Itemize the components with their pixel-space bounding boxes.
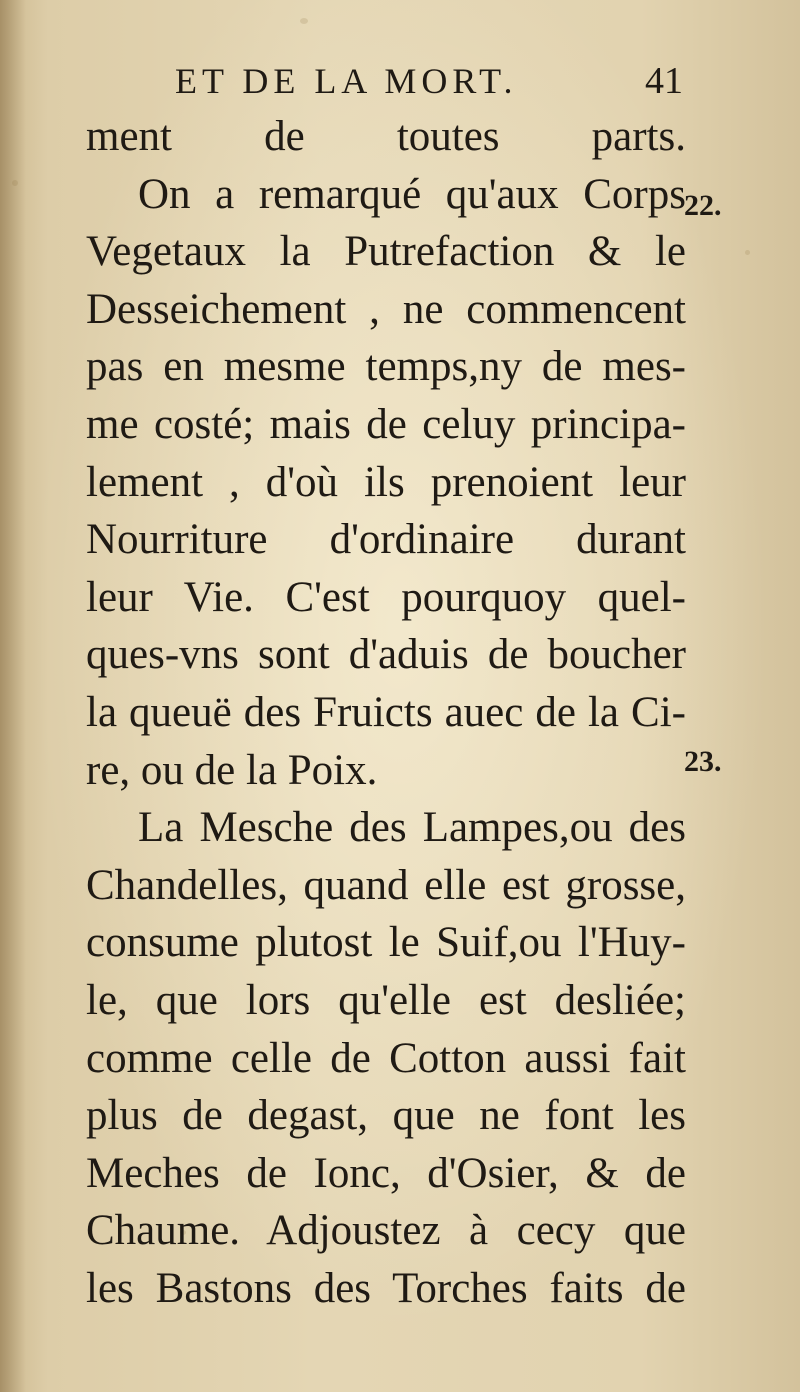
text-line: Chaume. Adjoustez à cecy que <box>86 1207 686 1255</box>
margin-note-22: 22. <box>684 189 722 222</box>
text-line: On a remarqué qu'aux Corps <box>138 170 686 218</box>
paper-stain <box>300 18 308 24</box>
text-line: La Mesche des Lampes,ou des <box>138 804 686 852</box>
text-line: Chandelles, quand elle est grosse, <box>86 861 686 909</box>
running-header <box>175 58 695 104</box>
text-line: la queuë des Fruicts auec de la Ci- <box>86 688 686 736</box>
text-line: me costé; mais de celuy principa- <box>86 400 686 448</box>
text-line: lement , d'où ils prenoient leur <box>86 458 686 506</box>
body-text <box>86 108 686 1317</box>
page-gutter-shadow <box>0 0 26 1392</box>
running-title: ET DE LA MORT. <box>175 61 518 101</box>
text-line: le, que lors qu'elle est desliée; <box>86 976 686 1024</box>
margin-note-23: 23. <box>684 745 722 778</box>
text-line: ment de toutes parts. <box>86 113 686 160</box>
text-line: Nourriture d'ordinaire durant <box>86 516 686 564</box>
text-line: Meches de Ionc, d'Osier, & de <box>86 1149 686 1197</box>
text-line: plus de degast, que ne font les <box>86 1092 686 1140</box>
text-line: Desseichement , ne commencent <box>86 285 686 333</box>
text-line: re, ou de la Poix. <box>86 746 378 794</box>
paper-stain <box>745 250 750 255</box>
text-line: comme celle de Cotton aussi fait <box>86 1034 686 1082</box>
text-line: les Bastons des Torches faits de <box>86 1264 686 1312</box>
text-line: leur Vie. C'est pourquoy quel- <box>86 573 686 621</box>
text-line: pas en mesme temps,ny de mes- <box>86 343 686 391</box>
text-line: ques-vns sont d'aduis de boucher <box>86 631 686 679</box>
paper-stain <box>12 180 18 186</box>
page-number: 41 <box>645 60 683 102</box>
text-line: consume plutost le Suif,ou l'Huy- <box>86 919 686 967</box>
text-line: Vegetaux la Putrefaction & le <box>86 228 686 276</box>
